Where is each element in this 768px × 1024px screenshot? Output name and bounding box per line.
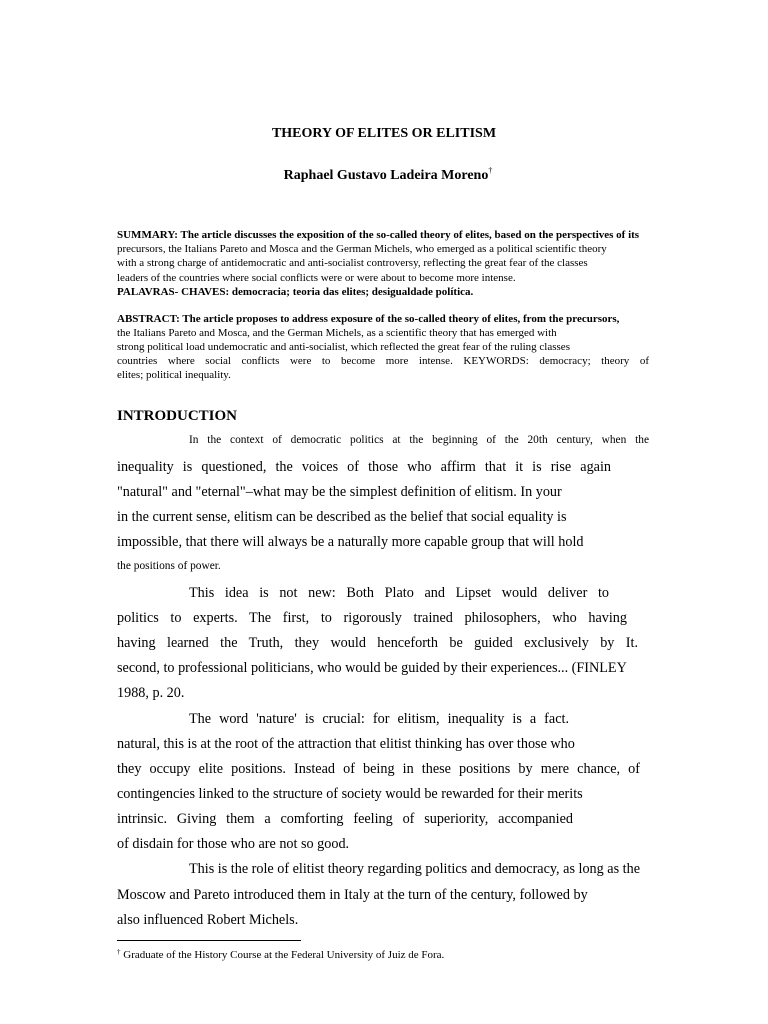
summary-line-1 bbox=[117, 229, 639, 241]
paragraph1-line-3: "natural" and "eternal"–what may be the simplest definition of elitism. In your bbox=[117, 484, 562, 500]
abstract-line-4: countries where social conflicts were to become more intense. KEYWORDS: democracy; theory of bbox=[117, 355, 649, 367]
paragraph4-line-1: This is the role of elitist theory regarding politics and democracy, as long as the bbox=[189, 861, 640, 877]
paragraph4-line-3: also influenced Robert Michels. bbox=[117, 912, 299, 928]
paragraph3-line-5: intrinsic. Giving them a comforting feeling of superiority, accompanied bbox=[117, 811, 573, 827]
footnote-mark: † bbox=[117, 948, 121, 956]
paragraph2-line-4: second, to professional politicians, who would be guided by their experiences... (FINLEY bbox=[117, 660, 627, 676]
paragraph3-line-6: of disdain for those who are not so good. bbox=[117, 836, 350, 852]
palavras-chaves: PALAVRAS- CHAVES: democracia; teoria das elites; desigualdade política. bbox=[117, 286, 474, 298]
summary-text-1: The article discusses the exposition of the so-called theory of elites, based on the perspectives of its bbox=[177, 229, 640, 241]
footnote-divider bbox=[117, 940, 301, 941]
summary-line-2: precursors, the Italians Pareto and Mosca and the German Michels, who emerged as a political scientific theory bbox=[117, 243, 607, 255]
paragraph3-line-1: The word 'nature' is crucial: for elitism, inequality is a fact. bbox=[189, 711, 569, 727]
paragraph1-line-2: inequality is questioned, the voices of those who affirm that it is rise again bbox=[117, 459, 611, 475]
summary-line-3: with a strong charge of antidemocratic and anti-socialist controversy, reflecting the great fear of the classes bbox=[117, 257, 588, 269]
footnote bbox=[117, 948, 444, 961]
author-name: Raphael Gustavo Ladeira Moreno bbox=[283, 168, 489, 183]
abstract-line-2: the Italians Pareto and Mosca, and the German Michels, as a scientific theory that has emerged with bbox=[117, 327, 557, 339]
paragraph2-line-5: 1988, p. 20. bbox=[117, 685, 185, 701]
abstract-line-1 bbox=[117, 313, 619, 325]
footnote-text: Graduate of the History Course at the Federal University of Juiz de Fora. bbox=[120, 949, 445, 961]
document-title: THEORY OF ELITES OR ELITISM bbox=[271, 126, 497, 141]
paragraph1-line-4: in the current sense, elitism can be described as the belief that social equality is bbox=[117, 509, 567, 525]
summary-line-4: leaders of the countries where social conflicts were or were about to become more intense. bbox=[117, 272, 516, 284]
paragraph4-line-2: Moscow and Pareto introduced them in Italy at the turn of the century, followed by bbox=[117, 887, 588, 903]
paragraph2-line-3: having learned the Truth, they would henceforth be guided exclusively by It. bbox=[117, 635, 638, 651]
summary-label: SUMMARY: bbox=[117, 229, 178, 241]
abstract-text-1: The article proposes to address exposure of the so-called theory of elites, from the precursors, bbox=[179, 313, 620, 325]
abstract-label: ABSTRACT: bbox=[117, 313, 180, 325]
abstract-line-5: elites; political inequality. bbox=[117, 369, 231, 381]
paragraph2-line-1: This idea is not new: Both Plato and Lipset would deliver to bbox=[189, 585, 609, 601]
author-footnote-mark[interactable]: † bbox=[488, 166, 493, 175]
abstract-line-3: strong political load undemocratic and anti-socialist, which reflected the great fear of the ruling classes bbox=[117, 341, 570, 353]
introduction-heading: INTRODUCTION bbox=[117, 408, 238, 424]
paragraph3-line-4: contingencies linked to the structure of society would be rewarded for their merits bbox=[117, 786, 583, 802]
paragraph3-line-3: they occupy elite positions. Instead of being in these positions by mere chance, of bbox=[117, 761, 640, 777]
paragraph1-line-5: impossible, that there will always be a naturally more capable group that will hold bbox=[117, 534, 584, 550]
paragraph1-line-1: In the context of democratic politics at the beginning of the 20th century, when the bbox=[189, 434, 649, 446]
author-line bbox=[0, 166, 768, 184]
paragraph3-line-2: natural, this is at the root of the attraction that elitist thinking has over those who bbox=[117, 736, 575, 752]
paragraph1-line-6: the positions of power. bbox=[117, 560, 221, 572]
paragraph2-line-2: politics to experts. The first, to rigorously trained philosophers, who having bbox=[117, 610, 627, 626]
